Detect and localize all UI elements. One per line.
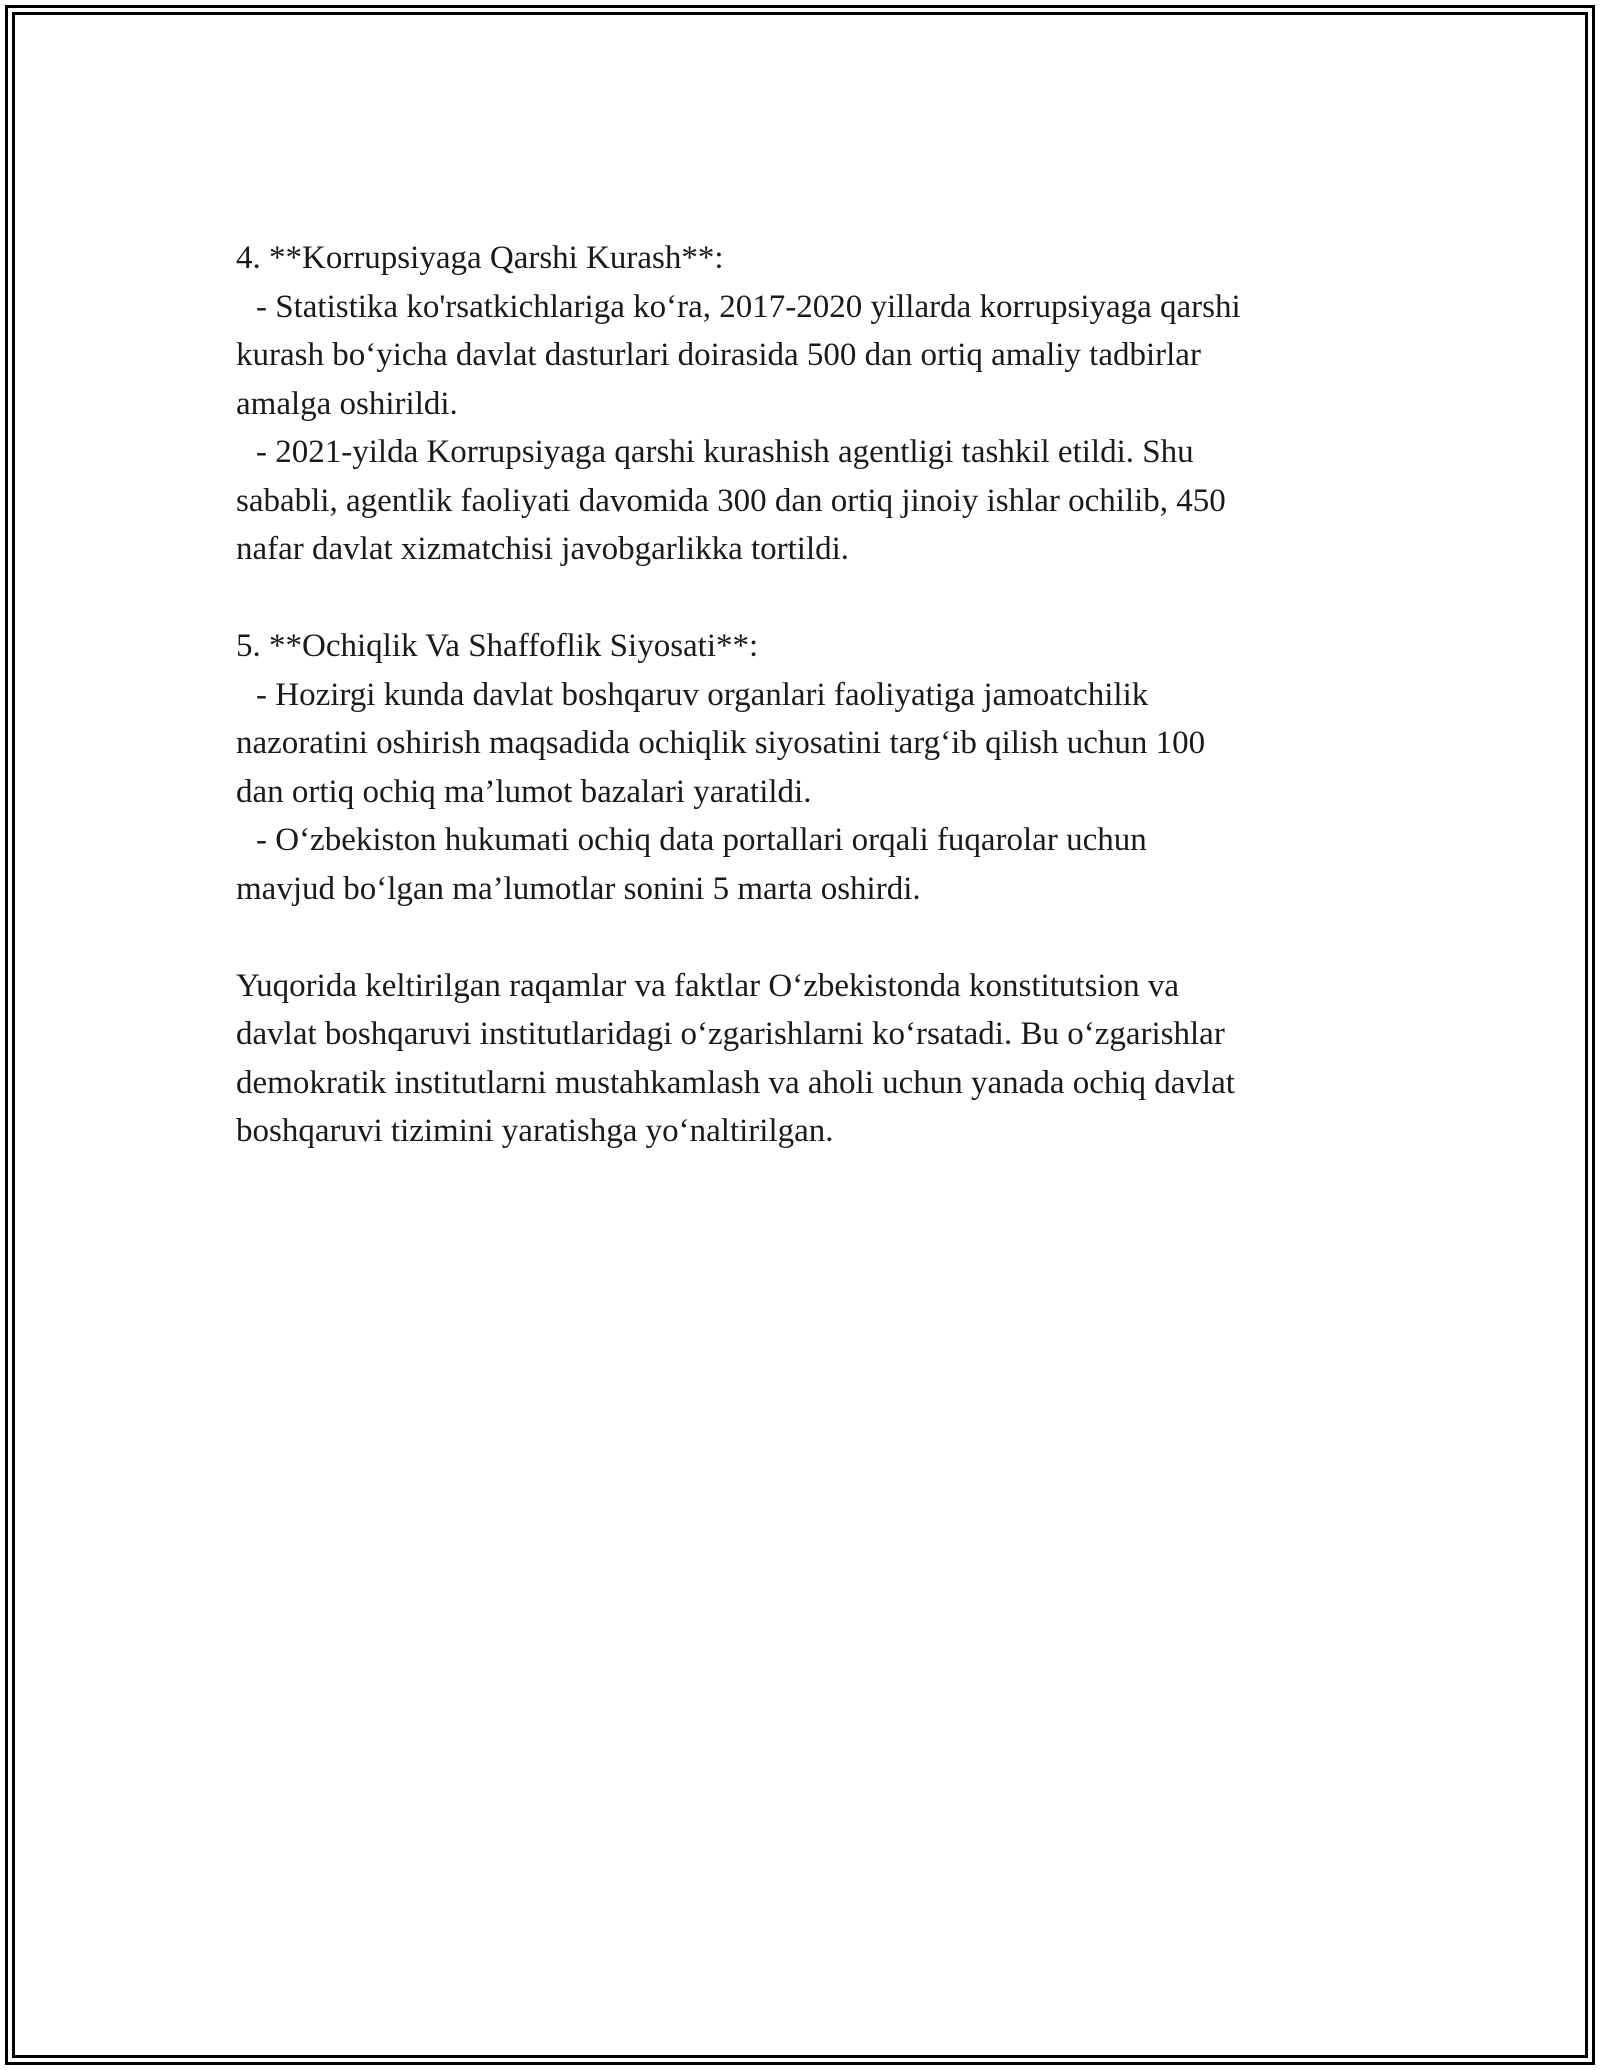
text-line: demokratik institutlarni mustahkamlash va aholi uchun yanada ochiq davlat [236,1064,1235,1101]
text-line: kurash bo‘yicha davlat dasturlari doirasida 500 dan ortiq amaliy tadbirlar [236,337,1201,373]
text-line: Yuqorida keltirilgan raqamlar va faktlar O‘zbekistonda konstitutsion va [236,967,1179,1004]
text-line: - O‘zbekiston hukumati ochiq data portallari orqali fuqarolar uchun [256,822,1147,858]
text-line: - Hozirgi kunda davlat boshqaruv organlari faoliyatiga jamoatchilik [256,676,1149,713]
section-4 [236,234,1366,574]
text-line: - 2021-yilda Korrupsiyaga qarshi kurashish agentligi tashkil etildi. Shu [256,434,1194,470]
paragraph-gap [236,574,1366,623]
text-line: nafar davlat xizmatchisi javobgarlikka tortildi. [236,531,850,567]
text-line: amalga oshirildi. [236,385,458,422]
section-5 [236,622,1366,913]
conclusion-paragraph [236,962,1366,1156]
text-line: nazoratini oshirish maqsadida ochiqlik siyosatini targ‘ib qilish uchun 100 [236,725,1206,761]
text-line: mavjud bo‘lgan ma’lumotlar sonini 5 marta oshirdi. [236,870,921,907]
text-line: sababli, agentlik faoliyati davomida 300 dan ortiq jinoiy ishlar ochilib, 450 [236,482,1226,519]
section-5-bullet-2 [236,816,1366,913]
section-4-heading: 4. **Korrupsiyaga Qarshi Kurash**: [236,240,724,276]
section-5-bullet-1 [236,671,1366,817]
text-line: dan ortiq ochiq ma’lumot bazalari yaratildi. [236,773,812,810]
text-line: - Statistika ko'rsatkichlariga ko‘ra, 2017-2020 yillarda korrupsiyaga qarshi [256,288,1241,325]
section-5-heading: 5. **Ochiqlik Va Shaffoflik Siyosati**: [236,628,759,664]
document-body [236,234,1366,1156]
paragraph-gap [236,913,1366,962]
section-4-bullet-1 [236,283,1366,429]
section-4-bullet-2 [236,428,1366,574]
text-line: davlat boshqaruvi institutlaridagi o‘zgarishlarni ko‘rsatadi. Bu o‘zgarishlar [236,1016,1225,1052]
text-line: boshqaruvi tizimini yaratishga yo‘naltirilgan. [236,1113,834,1149]
